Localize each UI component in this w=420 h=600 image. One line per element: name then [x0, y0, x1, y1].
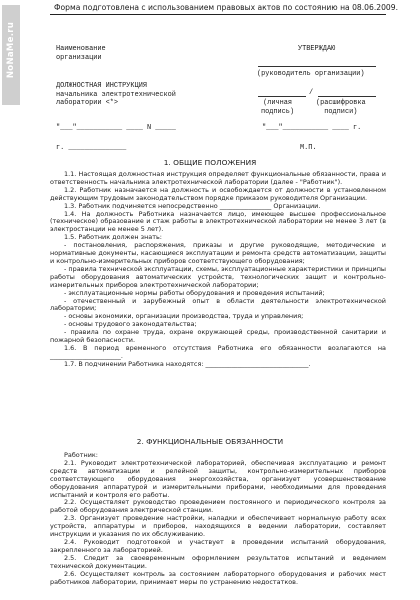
list-item: - постановления, распоряжения, приказы и другие руководящие, методические и нормативные документы, касающиеся эксплуатации и ремонта средств автоматизации, защиты и контрольно-измерительных приборов соответствующего оборудования;	[50, 241, 386, 265]
paragraph: 1.1. Настоящая должностная инструкция определяет функциональные обязанности, права и ответственность начальника электротехнической лаборатории (далее - "Работник").	[50, 170, 386, 186]
organization-block	[56, 45, 106, 63]
section-heading-duties: 2. ФУНКЦИОНАЛЬНЫЕ ОБЯЗАННОСТИ	[136, 437, 284, 446]
personal-signature-label-2: подпись)	[261, 108, 295, 116]
personal-signature-caption	[261, 99, 294, 117]
document-title-line-3: лаборатории <*>	[56, 99, 119, 107]
approval-line	[258, 66, 376, 67]
paragraph: 1.2. Работник назначается на должность и освобождается от должности в установленном действующим трудовым законодательством порядке приказом руководителя Организации.	[50, 185, 386, 202]
paragraph: 2.5. Следит за своевременным оформлением результатов испытаний и ведением технической документации.	[50, 553, 386, 570]
personal-signature-label: (личная	[263, 99, 293, 107]
section-duties-body	[50, 452, 386, 586]
signature-line	[258, 96, 306, 97]
header-divider	[50, 14, 386, 15]
paragraph: 2.3. Организует проведение настройки, наладки и обеспечивает нормальную работу всех устройств, аппаратуры и приборов, находящихся в ведении лаборатории, составляет инструкции и указания по их обслуживанию.	[50, 514, 386, 539]
stamp-placeholder: М.П.	[300, 144, 317, 152]
list-item: - правила технической эксплуатации, схемы, эксплуатационные характеристики и принципы работы оборудования автоматических устройств, технологических защит и контрольно-измерительных приборов электротехнической лаборатории;	[50, 264, 386, 289]
org-label-2: организации	[56, 54, 102, 62]
document-title	[56, 82, 176, 108]
watermark-badge	[2, 5, 20, 105]
paragraph: Работник:	[64, 451, 98, 459]
list-item: - эксплуатационные нормы работы оборудования и проведения испытаний;	[64, 288, 325, 297]
approval-title: УТВЕРЖДАЮ	[298, 45, 336, 53]
document-date-number: "___"___________ ____ N _____	[56, 124, 176, 132]
paragraph: 1.7. В подчинении Работника находятся: ________________________________.	[64, 359, 311, 368]
list-item: - основы экономики, организации производства, труда и управления;	[64, 312, 304, 321]
paragraph: 2.2. Осуществляет руководство проведением постоянного и периодического контроля за работой оборудования электрической станции.	[50, 498, 386, 515]
watermark-text: NoNaMe.ru	[6, 21, 16, 79]
paragraph: 2.4. Руководит подготовкой и участвует в проведении испытаний оборудования, закрепленного за лабораторией.	[50, 537, 386, 554]
section-heading-general: 1. ОБЩИЕ ПОЛОЖЕНИЯ	[163, 158, 257, 167]
signature-slash: /	[309, 89, 314, 97]
list-item: - отечественный и зарубежный опыт в области деятельности электротехнической лаборатории;	[50, 296, 386, 313]
document-place: г. ______________	[56, 144, 127, 152]
decoding-label: (расшифровка	[316, 99, 366, 107]
header-note: Форма подготовлена с использованием правовых актов по состоянию на 08.06.2009.	[54, 3, 398, 12]
section-general-body	[50, 171, 386, 369]
paragraph: 1.4. На должность Работника назначается лицо, имеющее высшее профессиональное (техническое) образование и стаж работы в электротехнической лаборатории не менее 3 лет (в электростанции не менее 5 лет).	[50, 209, 386, 234]
list-item: - основы трудового законодательства;	[64, 320, 197, 329]
paragraph: 1.5. Работник должен знать:	[64, 233, 162, 242]
org-label: Наименование	[56, 45, 106, 53]
approval-role: (руководитель организации)	[257, 70, 365, 78]
paragraph: 2.1. Руководит электротехнической лабораторией, обеспечивая эксплуатацию и ремонт средств автоматизации и релейной защиты, контрольно-измерительных приборов соответствующего оборудования энергохозяйства, организует усовершенствование оборудования аппаратурой и измерительными приборами, необходимыми для проведения испытаний и контроля его работы.	[50, 458, 386, 499]
document-title-line-1: ДОЛЖНОСТНАЯ ИНСТРУКЦИЯ	[56, 82, 147, 90]
list-item: - правила по охране труда, охране окружающей среды, производственной санитарии и пожарной безопасности.	[50, 328, 386, 345]
paragraph: 1.6. В период временного отсутствия Работника его обязанности возлагаются на ______________________.	[50, 343, 386, 360]
paragraph: 2.6. Осуществляет контроль за состоянием лабораторного оборудования и рабочих мест работников лаборатории, принимает меры по устранению недостатков.	[50, 569, 386, 586]
decoding-line	[318, 96, 376, 97]
document-title-line-2: начальника электротехнической	[56, 90, 176, 99]
decoding-label-2: подписи)	[324, 108, 358, 116]
paragraph: 1.3. Работник подчиняется непосредственно ________________ Организации.	[64, 201, 321, 210]
approval-date: "___"___________ ____ г.	[262, 124, 362, 132]
decoding-caption	[316, 99, 366, 117]
